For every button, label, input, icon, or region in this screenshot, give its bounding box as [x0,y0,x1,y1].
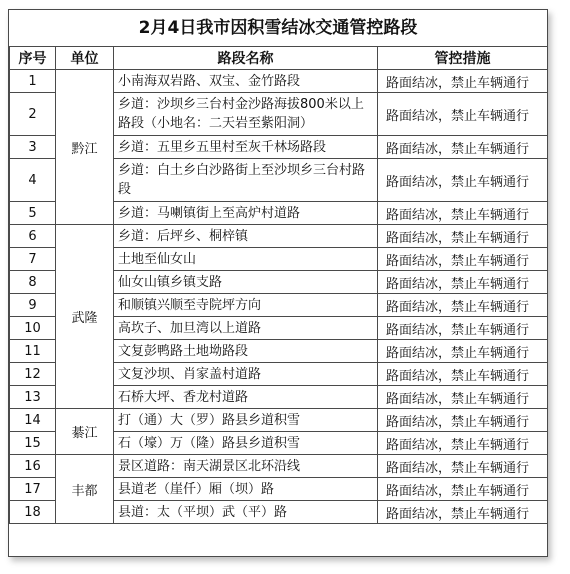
road-control-table [9,46,548,524]
road-name: 土地至仙女山 [114,248,378,271]
road-name: 县道老（崖仟）厢（坝）路 [114,478,378,501]
control-measure: 路面结冰，禁止车辆通行 [378,225,548,248]
unit-cell-wulong: 武隆 [56,225,114,409]
table-row [10,225,548,248]
row-num: 13 [10,386,56,409]
road-name: 石（壕）万（隆）路县乡道积雪 [114,432,378,455]
road-name: 文复彭鸭路土地坳路段 [114,340,378,363]
row-num: 8 [10,271,56,294]
control-measure: 路面结冰，禁止车辆通行 [378,248,548,271]
control-measure: 路面结冰，禁止车辆通行 [378,93,548,136]
row-num: 18 [10,501,56,524]
control-measure: 路面结冰，禁止车辆通行 [378,317,548,340]
control-measure: 路面结冰，禁止车辆通行 [378,294,548,317]
unit-cell-qijiang: 綦江 [56,409,114,455]
header-row [10,47,548,70]
table-row [10,70,548,93]
row-num: 11 [10,340,56,363]
road-name: 乡道：白土乡白沙路街上至沙坝乡三台村路段 [114,159,378,202]
control-measure: 路面结冰，禁止车辆通行 [378,70,548,93]
road-name: 乡道：马喇镇街上至高炉村道路 [114,202,378,225]
row-num: 3 [10,136,56,159]
unit-cell-qianjiang: 黔江 [56,70,114,225]
row-num: 12 [10,363,56,386]
header-unit: 单位 [56,47,114,70]
table-row [10,455,548,478]
row-num: 1 [10,70,56,93]
unit-cell-fengdu: 丰都 [56,455,114,524]
header-road: 路段名称 [114,47,378,70]
row-num: 4 [10,159,56,202]
road-name: 小南海双岩路、双宝、金竹路段 [114,70,378,93]
control-measure: 路面结冰，禁止车辆通行 [378,136,548,159]
control-measure: 路面结冰，禁止车辆通行 [378,432,548,455]
row-num: 17 [10,478,56,501]
road-name: 乡道：沙坝乡三台村金沙路海拔800米以上路段（小地名：二天岩至紫阳洞） [114,93,378,136]
road-name: 景区道路：南天湖景区北环沿线 [114,455,378,478]
table-row [10,409,548,432]
control-measure: 路面结冰，禁止车辆通行 [378,202,548,225]
control-measure: 路面结冰，禁止车辆通行 [378,363,548,386]
road-name: 乡道：后坪乡、桐梓镇 [114,225,378,248]
control-measure: 路面结冰，禁止车辆通行 [378,340,548,363]
row-num: 14 [10,409,56,432]
header-num: 序号 [10,47,56,70]
road-name: 乡道：五里乡五里村至灰千林场路段 [114,136,378,159]
control-measure: 路面结冰，禁止车辆通行 [378,159,548,202]
row-num: 9 [10,294,56,317]
row-num: 5 [10,202,56,225]
control-measure: 路面结冰，禁止车辆通行 [378,271,548,294]
table-title: 2月4日我市因积雪结冰交通管控路段 [138,18,418,38]
control-measure: 路面结冰，禁止车辆通行 [378,409,548,432]
control-measure: 路面结冰，禁止车辆通行 [378,478,548,501]
road-name: 和顺镇兴顺至寺院坪方向 [114,294,378,317]
row-num: 2 [10,93,56,136]
road-name: 仙女山镇乡镇支路 [114,271,378,294]
road-name: 打（通）大（罗）路县乡道积雪 [114,409,378,432]
header-measure: 管控措施 [378,47,548,70]
road-name: 石桥大坪、香龙村道路 [114,386,378,409]
row-num: 7 [10,248,56,271]
row-num: 16 [10,455,56,478]
road-name: 高坎子、加旦湾以上道路 [114,317,378,340]
row-num: 6 [10,225,56,248]
control-measure: 路面结冰，禁止车辆通行 [378,455,548,478]
table-frame [8,9,548,557]
control-measure: 路面结冰，禁止车辆通行 [378,501,548,524]
row-num: 10 [10,317,56,340]
road-name: 文复沙坝、肖家盖村道路 [114,363,378,386]
road-name: 县道：太（平坝）武（平）路 [114,501,378,524]
control-measure: 路面结冰，禁止车辆通行 [378,386,548,409]
row-num: 15 [10,432,56,455]
